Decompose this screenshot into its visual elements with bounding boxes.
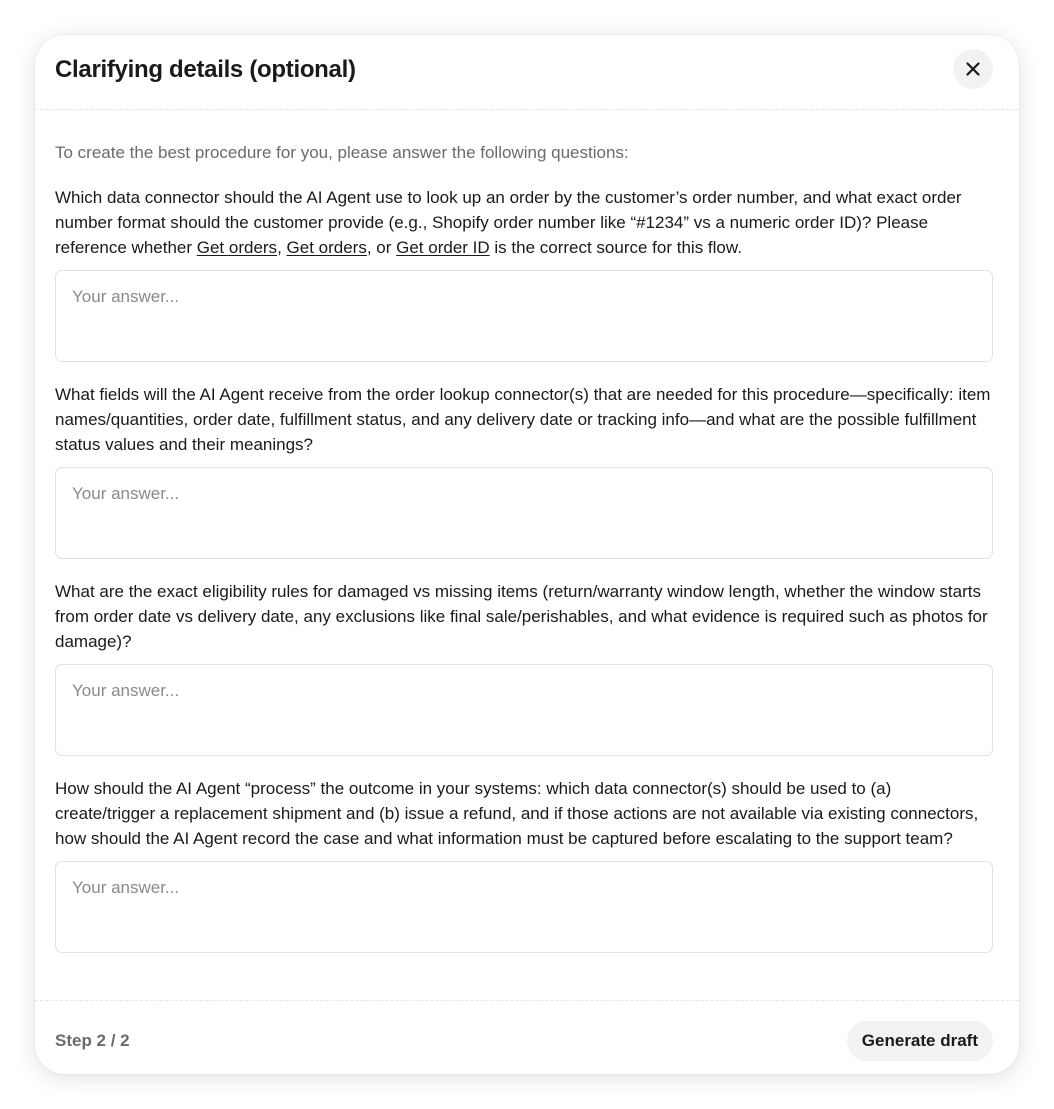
intro-text: To create the best procedure for you, please answer the following questions: (55, 143, 629, 162)
close-button[interactable] (953, 49, 993, 89)
answer-input-1[interactable] (55, 270, 993, 362)
dialog-header (35, 35, 1019, 110)
answer-input-4[interactable] (55, 861, 993, 953)
dialog-footer (35, 1000, 1019, 1074)
step-indicator: Step 2 / 2 (55, 1031, 130, 1050)
question-2: What fields will the AI Agent receive from the order lookup connector(s) that are needed for this procedure—specifically: item names/quantities, order date, fulfillment status, and any delivery date or tracking info—and what are the possible fulfillment status values and their meanings? (55, 385, 991, 454)
connector-link-get-order-id[interactable]: Get order ID (396, 238, 490, 257)
question-4: How should the AI Agent “process” the outcome in your systems: which data connector(s) should be used to (a) create/trigger a replacement shipment and (b) issue a refund, and if those actions are not available via existing connectors, how should the AI Agent record the case and what information must be captured before escalating to the support team? (55, 779, 979, 848)
answer-input-2[interactable] (55, 467, 993, 559)
question-1-text-after: is the correct source for this flow. (489, 238, 742, 257)
question-1-text-before: Which data connector should the AI Agent use to look up an order by the customer’s order number, and what exact order number format should the customer provide (e.g., Shopify order number like “#1234” vs a numeric order ID)? Please reference whether (55, 188, 962, 257)
dialog-title: Clarifying details (optional) (55, 56, 356, 83)
clarifying-details-dialog (35, 35, 1019, 1074)
close-icon (965, 61, 981, 77)
connector-link-get-orders-2[interactable]: Get orders (286, 238, 367, 257)
question-3: What are the exact eligibility rules for damaged vs missing items (return/warranty window length, whether the window starts from order date vs delivery date, any exclusions like final sale/perishables, and what evidence is required such as photos for damage)? (55, 582, 988, 651)
dialog-body (55, 110, 993, 953)
answer-input-3[interactable] (55, 664, 993, 756)
connector-link-get-orders[interactable]: Get orders (196, 238, 278, 257)
question-1 (55, 185, 993, 260)
question-1-separator-2: , or (366, 238, 397, 257)
question-1-separator: , (277, 238, 287, 257)
generate-draft-button[interactable]: Generate draft (847, 1021, 993, 1061)
